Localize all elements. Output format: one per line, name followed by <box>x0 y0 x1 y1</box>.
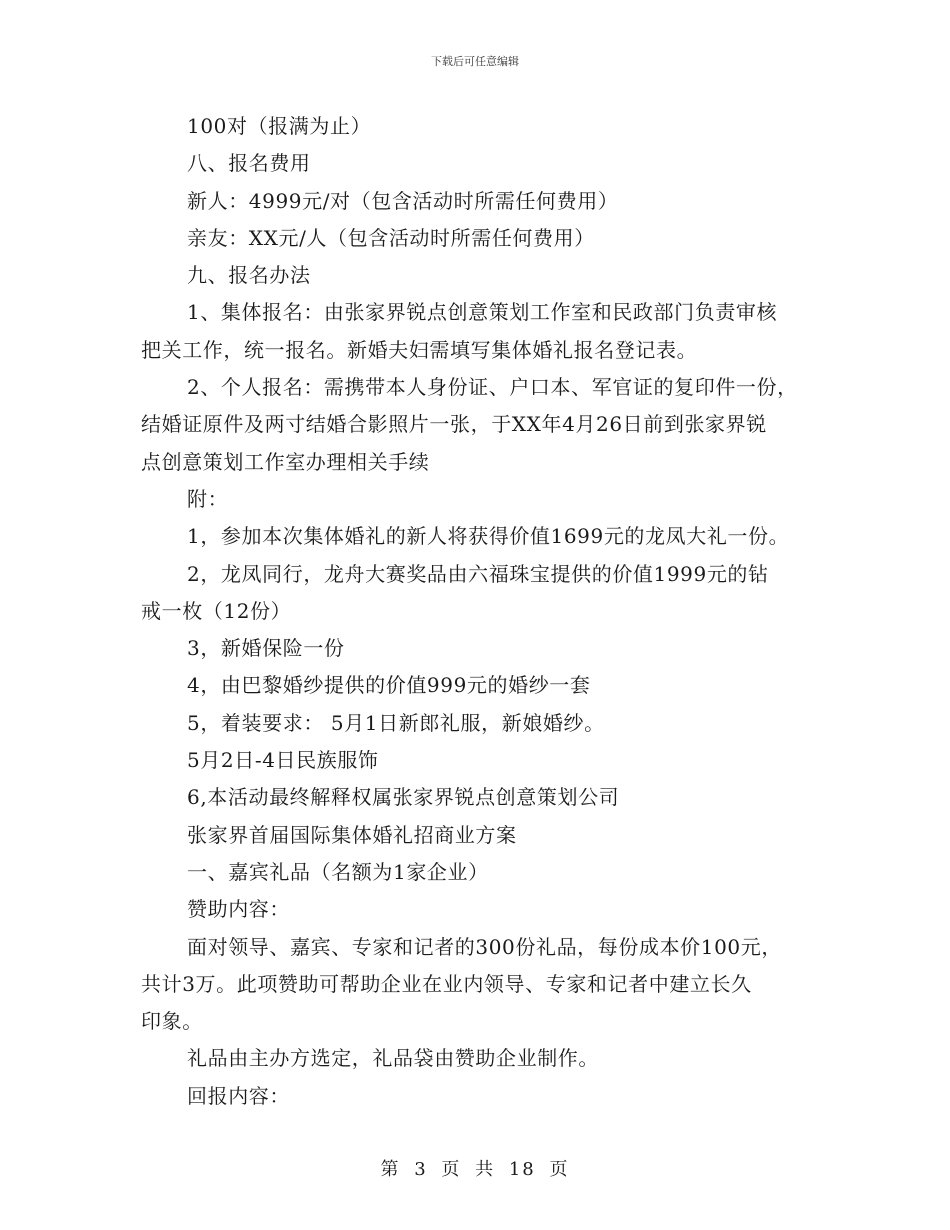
text-line: 5，着装要求： 5月1日新郎礼服，新娘婚纱。 <box>187 710 605 735</box>
text-line: 点创意策划工作室办理相关手续 <box>141 449 430 474</box>
text-line: 赞助内容： <box>187 897 290 922</box>
text-line: 结婚证原件及两寸结婚合影照片一张，于XX年4月26日前到张家界锐 <box>141 412 767 437</box>
text-line: 面对领导、嘉宾、专家和记者的300份礼品，每份成本价100元， <box>187 934 782 959</box>
text-line: 5月2日-4日民族服饰 <box>187 748 379 773</box>
text-line: 印象。 <box>141 1009 203 1034</box>
text-line: 一、嘉宾礼品（名额为1家企业） <box>187 859 489 884</box>
text-line: 6,本活动最终解释权属张家界锐点创意策划公司 <box>187 785 620 810</box>
text-line: 张家界首届国际集体婚礼招商业方案 <box>187 822 517 847</box>
page-header-note: 下载后可任意编辑 <box>431 55 519 68</box>
text-line: 共计3万。此项赞助可帮助企业在业内领导、专家和记者中建立长久 <box>141 971 752 996</box>
text-line: 附： <box>187 486 229 511</box>
text-line: 新人：4999元/对（包含活动时所需任何费用） <box>187 188 619 213</box>
text-line: 礼品由主办方选定，礼品袋由赞助企业制作。 <box>187 1046 599 1071</box>
text-line: 戒一枚（12份） <box>141 598 292 623</box>
text-line: 1、集体报名：由张家界锐点创意策划工作室和民政部门负责审核 <box>187 300 778 325</box>
text-line: 4，由巴黎婚纱提供的价值999元的婚纱一套 <box>187 673 591 698</box>
text-line: 3，新婚保险一份 <box>187 636 345 661</box>
page-footer: 第 3 页 共 18 页 <box>380 1159 570 1180</box>
text-line: 九、报名办法 <box>187 263 311 288</box>
document-body <box>141 108 821 1115</box>
text-line: 亲友：XX元/人（包含活动时所需任何费用） <box>187 225 595 250</box>
text-line: 2，龙凤同行，龙舟大赛奖品由六福珠宝提供的价值1999元的钻 <box>187 561 769 586</box>
text-line: 2、个人报名：需携带本人身份证、户口本、军官证的复印件一份， <box>187 375 798 400</box>
text-line: 1，参加本次集体婚礼的新人将获得价值1699元的龙凤大礼一份。 <box>187 524 790 549</box>
text-line: 八、报名费用 <box>187 151 311 176</box>
text-line: 把关工作，统一报名。新婚夫妇需填写集体婚礼报名登记表。 <box>141 337 698 362</box>
text-line: 100对（报满为止） <box>187 114 372 138</box>
text-line: 回报内容： <box>187 1083 290 1108</box>
